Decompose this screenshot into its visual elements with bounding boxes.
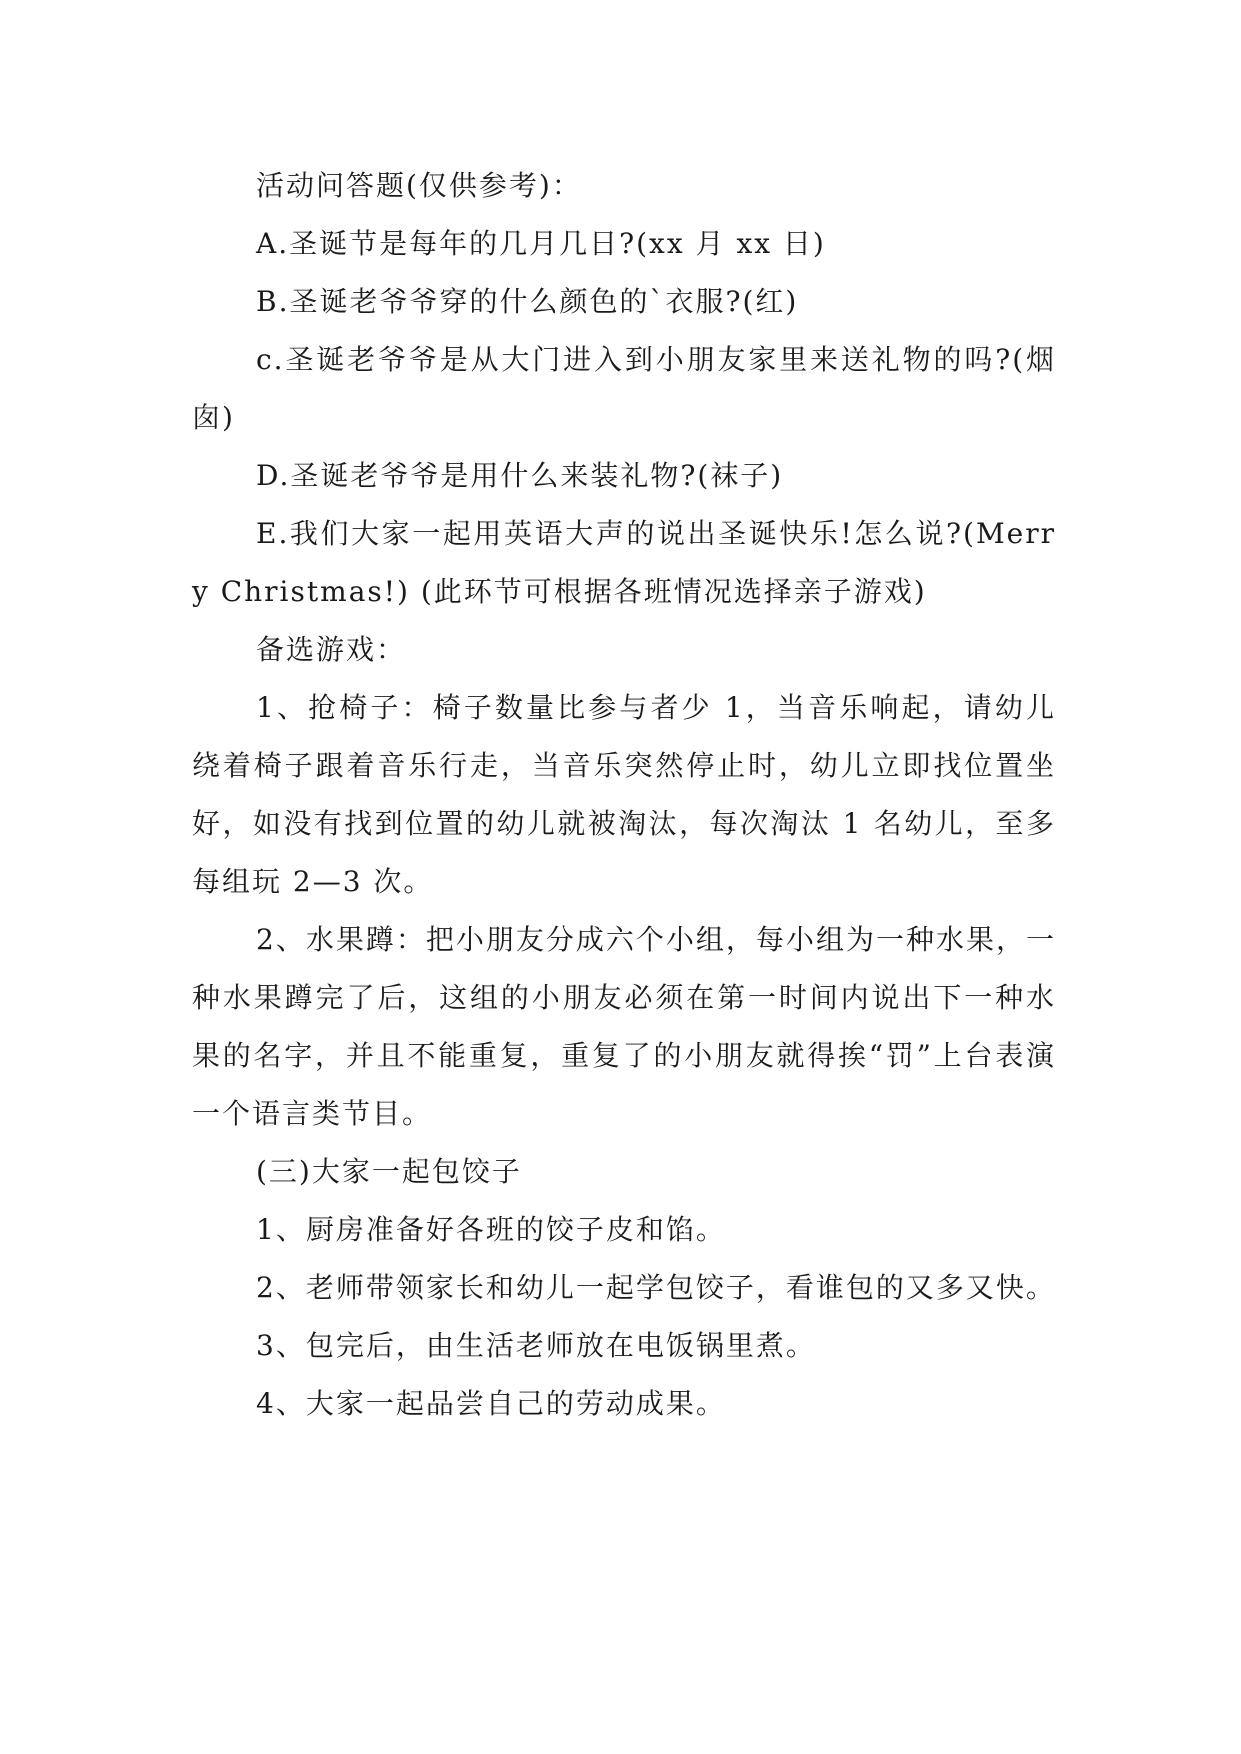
dumplings-step-1: 1、厨房准备好各班的饺子皮和馅。 bbox=[256, 1213, 726, 1246]
document-body bbox=[192, 157, 1056, 1433]
game-fruit-squat: 2、水果蹲：把小朋友分成六个小组，每小组为一种水果，一种水果蹲完了后，这组的小朋友必须在第一时间内说出下一种水果的名字，并且不能重复，重复了的小朋友就得挨“罚”上台表演一个语言类节目。 bbox=[192, 923, 1056, 1130]
optional-games-heading: 备选游戏： bbox=[256, 633, 407, 666]
quiz-question-e: E.我们大家一起用英语大声的说出圣诞快乐!怎么说?(Merry Christmas!) (此环节可根据各班情况选择亲子游戏) bbox=[192, 517, 1056, 608]
game-musical-chairs: 1、抢椅子：椅子数量比参与者少 1，当音乐响起，请幼儿绕着椅子跟着音乐行走，当音乐突然停止时，幼儿立即找位置坐好，如没有找到位置的幼儿就被淘汰，每次淘汰 1 名幼儿，至多每组玩 2—3 次。 bbox=[192, 691, 1056, 898]
dumplings-step-2: 2、老师带领家长和幼儿一起学包饺子，看谁包的又多又快。 bbox=[256, 1271, 1056, 1304]
quiz-heading: 活动问答题(仅供参考)： bbox=[256, 169, 582, 202]
quiz-question-b: B.圣诞老爷爷穿的什么颜色的`衣服?(红) bbox=[256, 285, 799, 318]
quiz-question-a: A.圣诞节是每年的几月几日?(xx 月 xx 日) bbox=[256, 227, 826, 260]
dumplings-step-3: 3、包完后，由生活老师放在电饭锅里煮。 bbox=[256, 1329, 816, 1362]
quiz-question-c: c.圣诞老爷爷是从大门进入到小朋友家里来送礼物的吗?(烟囱) bbox=[192, 343, 1056, 434]
quiz-question-d: D.圣诞老爷爷是用什么来装礼物?(袜子) bbox=[256, 459, 784, 492]
dumplings-step-4: 4、大家一起品尝自己的劳动成果。 bbox=[256, 1387, 726, 1420]
section-dumplings-heading: (三)大家一起包饺子 bbox=[256, 1155, 522, 1188]
